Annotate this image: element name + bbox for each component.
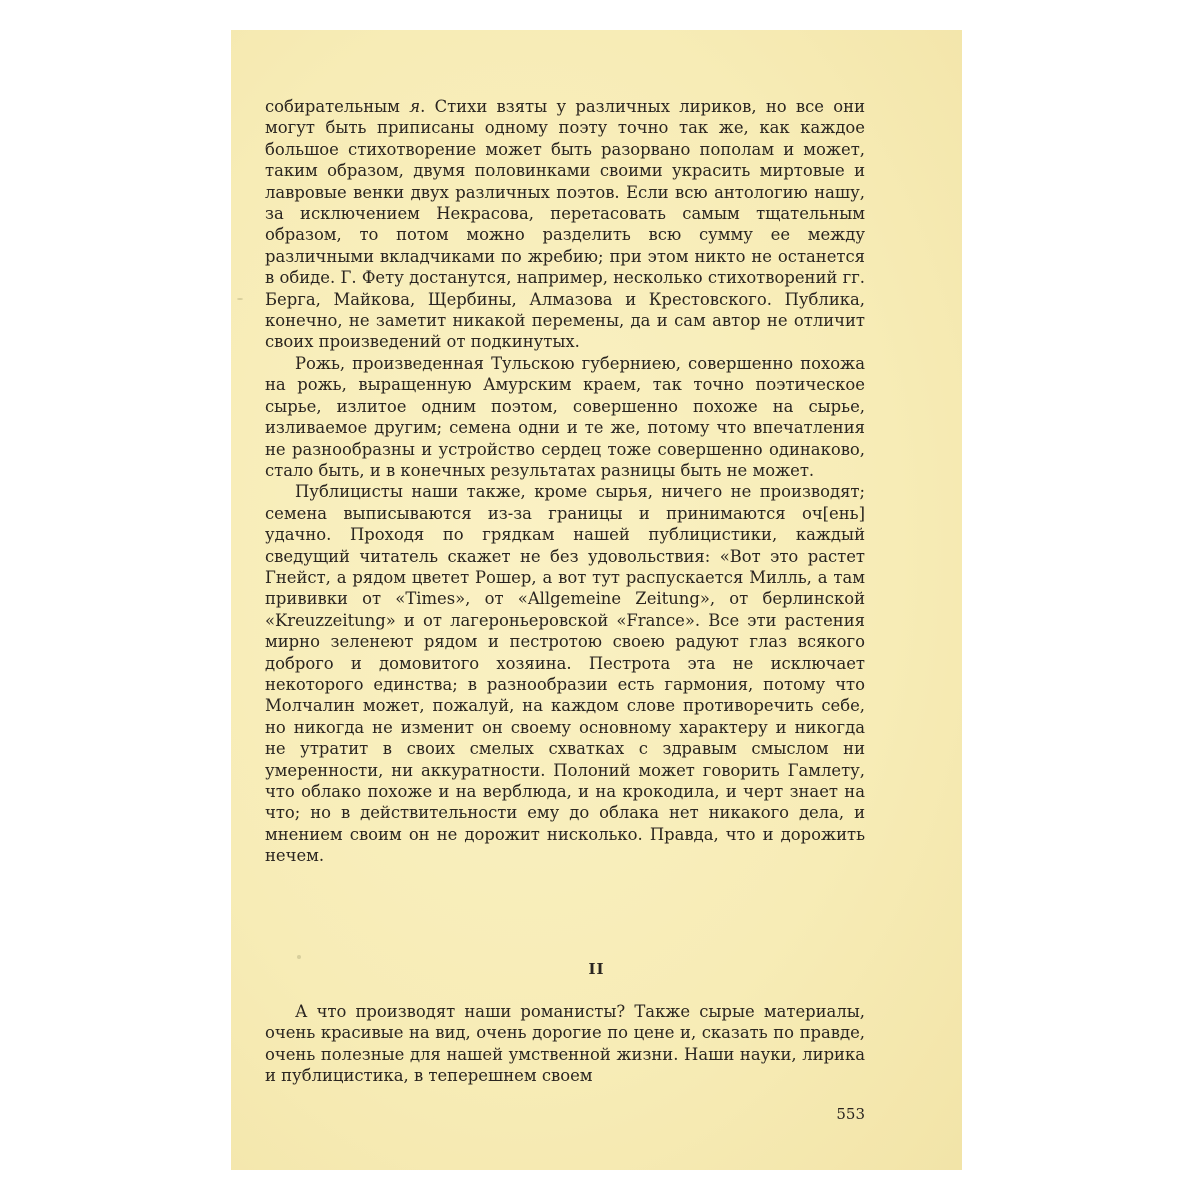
main-text	[265, 96, 865, 867]
paragraph-2: Рожь, произведенная Тульскою губерниею, совершенно похожа на рожь, выращенную Амурским краем, так точно поэтическое сырье, излитое одним поэтом, совершенно похоже на сырье, изливаемое другим; семена одни и те же, потому что впечатления не разнообразны и устройство сердец тоже совершенно одинаково, стало быть, и в конечных результатах разницы быть не может.	[265, 353, 865, 480]
chapter-text	[265, 1001, 865, 1087]
paragraph-4: А что производят наши романисты? Также сырые материалы, очень красивые на вид, очень дорогие по цене и, сказать по правде, очень полезные для нашей умственной жизни. Наши науки, лирика и публицистика, в теперешнем своем	[265, 1002, 865, 1086]
book-page	[231, 30, 962, 1170]
chapter-heading: II	[588, 960, 605, 978]
paragraph-1	[265, 96, 865, 353]
page-number: 553	[836, 1105, 865, 1123]
paragraph-1-rest: . Стихи взяты у различных лириков, но все они могут быть приписаны одному поэту точно так же, как каждое большое стихотворение может быть разорвано пополам и может, таким образом, двумя половинками своими украсить миртовые и лавровые венки двух различных поэтов. Если всю антологию нашу, за исключением Некрасова, перетасовать самым тщательным образом, то потом можно разделить всю сумму ее между различными вкладчиками по жребию; при этом никто не останется в обиде. Г. Фету достанутся, например, несколько стихотворений гг. Берга, Майкова, Щербины, Алмазова и Крестовского. Публика, конечно, не заметит никакой перемены, да и сам автор не отличит своих произведений от подкинутых.	[265, 97, 866, 352]
italic-word: я	[409, 97, 421, 116]
paper-speck	[297, 955, 301, 959]
paragraph-1-start: собирательным	[265, 97, 410, 116]
paragraph-3: Публицисты наши также, кроме сырья, ничего не производят; семена выписываются из-за границы и принимаются оч[ень] удачно. Проходя по грядкам нашей публицистики, каждый сведущий читатель скажет не без удовольствия: «Вот это растет Гнейст, а рядом цветет Рошер, а вот тут распускается Милль, а там прививки от «Times», от «Allgemeine Zeitung», от берлинской «Kreuzzeitung» и от лагероньеровской «France». Все эти растения мирно зеленеют рядом и пестротою своею радуют глаз всякого доброго и домовитого хозяина. Пестрота эта не исключает некоторого единства; в разнообразии есть гармония, потому что Молчалин может, пожалуй, на каждом слове противоречить себе, но никогда не изменит он своему основному характеру и никогда не утратит в своих смелых схватках с здравым смыслом ни умеренности, ни аккуратности. Полоний может говорить Гамлету, что облако похоже и на верблюда, и на крокодила, и черт знает на что; но в действительности ему до облака нет никакого дела, и мнением своим он не дорожит нисколько. Правда, что и дорожить нечем.	[265, 482, 865, 866]
paper-speck	[237, 298, 243, 300]
